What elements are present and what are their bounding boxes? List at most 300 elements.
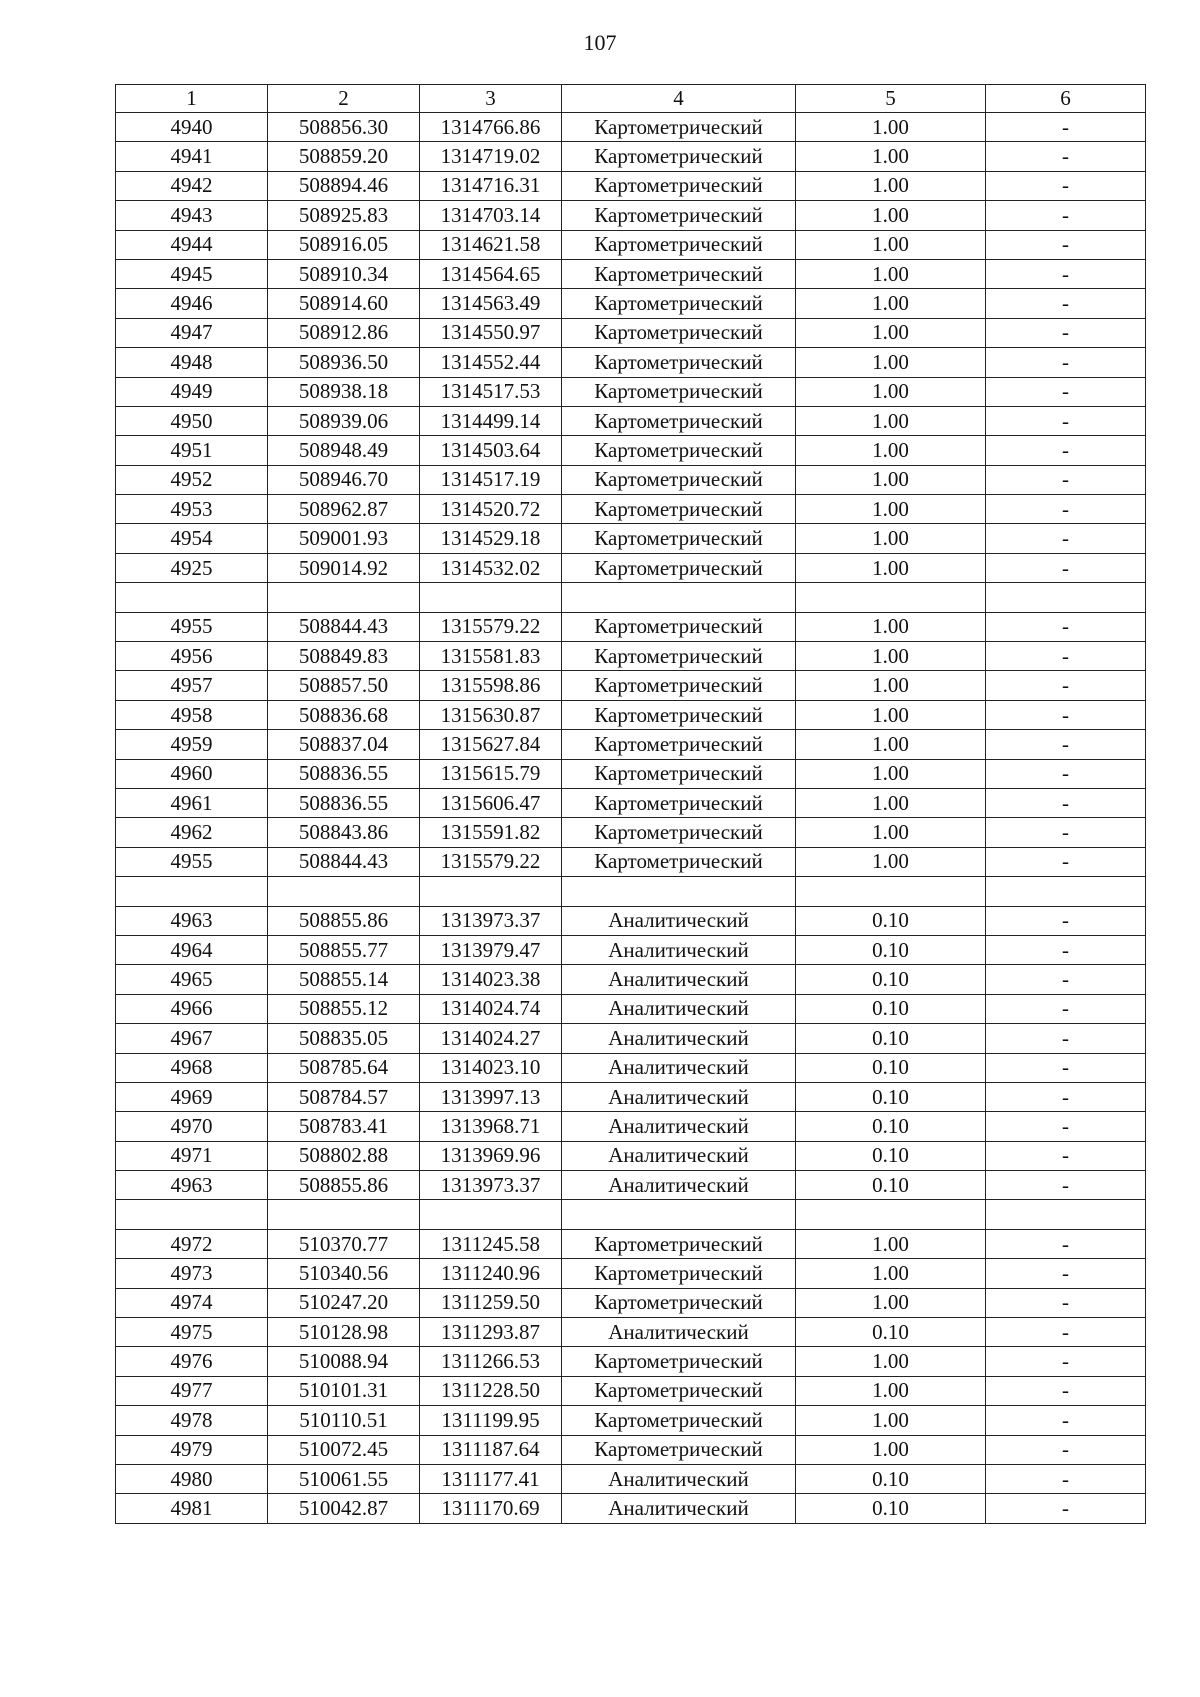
description-cell: - — [986, 465, 1146, 494]
description-cell: - — [986, 818, 1146, 847]
accuracy-cell: 1.00 — [796, 348, 986, 377]
point-number-cell — [116, 877, 268, 906]
x-coordinate-cell: 508856.30 — [268, 113, 420, 142]
page-number: 107 — [583, 30, 617, 55]
table-row — [116, 142, 1146, 171]
table-row — [116, 1200, 1146, 1229]
description-cell: - — [986, 1082, 1146, 1111]
table-row — [116, 1406, 1146, 1435]
y-coordinate-cell: 1314503.64 — [420, 436, 562, 465]
table-row — [116, 1376, 1146, 1405]
method-cell: Картометрический — [562, 142, 796, 171]
point-number-cell: 4968 — [116, 1053, 268, 1082]
accuracy-cell: 0.10 — [796, 1141, 986, 1170]
y-coordinate-cell — [420, 583, 562, 612]
point-number-cell: 4955 — [116, 612, 268, 641]
point-number-cell: 4967 — [116, 1024, 268, 1053]
description-cell: - — [986, 1053, 1146, 1082]
method-cell: Картометрический — [562, 377, 796, 406]
point-number-cell: 4955 — [116, 847, 268, 876]
description-cell: - — [986, 1376, 1146, 1405]
table-row — [116, 1053, 1146, 1082]
y-coordinate-cell: 1315606.47 — [420, 788, 562, 817]
table-row — [116, 1112, 1146, 1141]
point-number-cell: 4941 — [116, 142, 268, 171]
description-cell: - — [986, 201, 1146, 230]
table-row — [116, 847, 1146, 876]
x-coordinate-cell: 509001.93 — [268, 524, 420, 553]
description-cell: - — [986, 1347, 1146, 1376]
method-cell: Аналитический — [562, 965, 796, 994]
accuracy-cell: 1.00 — [796, 553, 986, 582]
point-number-cell: 4978 — [116, 1406, 268, 1435]
table-row — [116, 965, 1146, 994]
y-coordinate-cell: 1314563.49 — [420, 289, 562, 318]
method-cell: Картометрический — [562, 289, 796, 318]
y-coordinate-cell: 1315591.82 — [420, 818, 562, 847]
x-coordinate-cell: 508912.86 — [268, 318, 420, 347]
y-coordinate-cell: 1313973.37 — [420, 906, 562, 935]
header-cell-1: 1 — [116, 85, 268, 113]
x-coordinate-cell: 508849.83 — [268, 642, 420, 671]
accuracy-cell: 1.00 — [796, 259, 986, 288]
description-cell: - — [986, 906, 1146, 935]
description-cell: - — [986, 1435, 1146, 1464]
table-row — [116, 1082, 1146, 1111]
accuracy-cell: 1.00 — [796, 759, 986, 788]
description-cell: - — [986, 965, 1146, 994]
accuracy-cell: 0.10 — [796, 906, 986, 935]
description-cell: - — [986, 847, 1146, 876]
x-coordinate-cell: 508916.05 — [268, 230, 420, 259]
y-coordinate-cell: 1314564.65 — [420, 259, 562, 288]
y-coordinate-cell: 1311259.50 — [420, 1288, 562, 1317]
accuracy-cell: 0.10 — [796, 1171, 986, 1200]
method-cell: Картометрический — [562, 612, 796, 641]
point-number-cell: 4957 — [116, 671, 268, 700]
method-cell: Аналитический — [562, 1024, 796, 1053]
header-cell-2: 2 — [268, 85, 420, 113]
accuracy-cell: 1.00 — [796, 700, 986, 729]
method-cell: Аналитический — [562, 1082, 796, 1111]
point-number-cell: 4979 — [116, 1435, 268, 1464]
table-row — [116, 759, 1146, 788]
accuracy-cell: 1.00 — [796, 318, 986, 347]
point-number-cell: 4950 — [116, 406, 268, 435]
table-row — [116, 495, 1146, 524]
accuracy-cell: 1.00 — [796, 289, 986, 318]
x-coordinate-cell: 510247.20 — [268, 1288, 420, 1317]
y-coordinate-cell: 1315581.83 — [420, 642, 562, 671]
x-coordinate-cell: 508936.50 — [268, 348, 420, 377]
accuracy-cell: 1.00 — [796, 406, 986, 435]
y-coordinate-cell: 1311177.41 — [420, 1464, 562, 1493]
method-cell: Аналитический — [562, 935, 796, 964]
table-row — [116, 642, 1146, 671]
accuracy-cell: 0.10 — [796, 1053, 986, 1082]
point-number-cell — [116, 583, 268, 612]
accuracy-cell: 1.00 — [796, 465, 986, 494]
description-cell: - — [986, 377, 1146, 406]
x-coordinate-cell — [268, 877, 420, 906]
table-row — [116, 1171, 1146, 1200]
table-row — [116, 1259, 1146, 1288]
y-coordinate-cell: 1314766.86 — [420, 113, 562, 142]
method-cell: Аналитический — [562, 994, 796, 1023]
point-number-cell: 4948 — [116, 348, 268, 377]
y-coordinate-cell: 1311245.58 — [420, 1229, 562, 1258]
y-coordinate-cell: 1313968.71 — [420, 1112, 562, 1141]
method-cell: Картометрический — [562, 259, 796, 288]
description-cell: - — [986, 406, 1146, 435]
y-coordinate-cell: 1311170.69 — [420, 1494, 562, 1523]
x-coordinate-cell: 508855.12 — [268, 994, 420, 1023]
description-cell: - — [986, 730, 1146, 759]
accuracy-cell: 1.00 — [796, 495, 986, 524]
table-row — [116, 406, 1146, 435]
table-row — [116, 259, 1146, 288]
description-cell: - — [986, 230, 1146, 259]
y-coordinate-cell: 1314703.14 — [420, 201, 562, 230]
y-coordinate-cell: 1314719.02 — [420, 142, 562, 171]
description-cell — [986, 1200, 1146, 1229]
accuracy-cell: 0.10 — [796, 1024, 986, 1053]
y-coordinate-cell: 1314716.31 — [420, 171, 562, 200]
x-coordinate-cell: 508835.05 — [268, 1024, 420, 1053]
x-coordinate-cell: 508802.88 — [268, 1141, 420, 1170]
accuracy-cell: 1.00 — [796, 1259, 986, 1288]
method-cell: Картометрический — [562, 759, 796, 788]
point-number-cell: 4925 — [116, 553, 268, 582]
accuracy-cell — [796, 1200, 986, 1229]
x-coordinate-cell: 510101.31 — [268, 1376, 420, 1405]
y-coordinate-cell: 1315579.22 — [420, 612, 562, 641]
point-number-cell: 4966 — [116, 994, 268, 1023]
accuracy-cell: 1.00 — [796, 788, 986, 817]
point-number-cell: 4964 — [116, 935, 268, 964]
accuracy-cell: 0.10 — [796, 1318, 986, 1347]
method-cell: Картометрический — [562, 406, 796, 435]
x-coordinate-cell: 509014.92 — [268, 553, 420, 582]
x-coordinate-cell — [268, 1200, 420, 1229]
method-cell: Картометрический — [562, 847, 796, 876]
header-cell-6: 6 — [986, 85, 1146, 113]
table-row — [116, 1464, 1146, 1493]
method-cell — [562, 583, 796, 612]
y-coordinate-cell: 1314529.18 — [420, 524, 562, 553]
table-row — [116, 700, 1146, 729]
table-row — [116, 612, 1146, 641]
x-coordinate-cell: 508855.86 — [268, 1171, 420, 1200]
x-coordinate-cell: 508948.49 — [268, 436, 420, 465]
y-coordinate-cell: 1313973.37 — [420, 1171, 562, 1200]
table-row — [116, 994, 1146, 1023]
y-coordinate-cell: 1314499.14 — [420, 406, 562, 435]
x-coordinate-cell: 508939.06 — [268, 406, 420, 435]
description-cell: - — [986, 1288, 1146, 1317]
accuracy-cell — [796, 877, 986, 906]
x-coordinate-cell: 510110.51 — [268, 1406, 420, 1435]
header-cell-3: 3 — [420, 85, 562, 113]
table-row — [116, 583, 1146, 612]
y-coordinate-cell: 1311228.50 — [420, 1376, 562, 1405]
accuracy-cell: 1.00 — [796, 818, 986, 847]
description-cell: - — [986, 1229, 1146, 1258]
table-row — [116, 318, 1146, 347]
accuracy-cell: 1.00 — [796, 230, 986, 259]
method-cell: Картометрический — [562, 788, 796, 817]
method-cell: Картометрический — [562, 1288, 796, 1317]
point-number-cell: 4958 — [116, 700, 268, 729]
x-coordinate-cell: 508894.46 — [268, 171, 420, 200]
method-cell: Картометрический — [562, 1435, 796, 1464]
y-coordinate-cell: 1315615.79 — [420, 759, 562, 788]
accuracy-cell: 1.00 — [796, 730, 986, 759]
header-cell-5: 5 — [796, 85, 986, 113]
method-cell: Картометрический — [562, 1229, 796, 1258]
method-cell: Картометрический — [562, 553, 796, 582]
accuracy-cell: 1.00 — [796, 377, 986, 406]
y-coordinate-cell: 1314517.19 — [420, 465, 562, 494]
x-coordinate-cell: 508925.83 — [268, 201, 420, 230]
point-number-cell: 4960 — [116, 759, 268, 788]
point-number-cell: 4959 — [116, 730, 268, 759]
description-cell: - — [986, 113, 1146, 142]
y-coordinate-cell: 1314520.72 — [420, 495, 562, 524]
point-number-cell: 4980 — [116, 1464, 268, 1493]
table-row — [116, 436, 1146, 465]
description-cell: - — [986, 759, 1146, 788]
coordinates-table — [115, 84, 1146, 1524]
table-row — [116, 1288, 1146, 1317]
point-number-cell: 4946 — [116, 289, 268, 318]
method-cell: Картометрический — [562, 230, 796, 259]
table-row — [116, 113, 1146, 142]
table-row — [116, 201, 1146, 230]
table-row — [116, 877, 1146, 906]
point-number-cell: 4974 — [116, 1288, 268, 1317]
description-cell: - — [986, 142, 1146, 171]
description-cell: - — [986, 1406, 1146, 1435]
y-coordinate-cell — [420, 1200, 562, 1229]
description-cell: - — [986, 994, 1146, 1023]
method-cell: Картометрический — [562, 465, 796, 494]
point-number-cell: 4975 — [116, 1318, 268, 1347]
description-cell: - — [986, 788, 1146, 817]
x-coordinate-cell: 508910.34 — [268, 259, 420, 288]
accuracy-cell: 0.10 — [796, 965, 986, 994]
method-cell: Картометрический — [562, 318, 796, 347]
accuracy-cell: 1.00 — [796, 847, 986, 876]
point-number-cell: 4963 — [116, 906, 268, 935]
x-coordinate-cell: 508962.87 — [268, 495, 420, 524]
accuracy-cell: 1.00 — [796, 171, 986, 200]
method-cell: Картометрический — [562, 1259, 796, 1288]
point-number-cell: 4976 — [116, 1347, 268, 1376]
accuracy-cell: 1.00 — [796, 1288, 986, 1317]
y-coordinate-cell: 1314023.38 — [420, 965, 562, 994]
method-cell — [562, 1200, 796, 1229]
description-cell: - — [986, 171, 1146, 200]
x-coordinate-cell: 510072.45 — [268, 1435, 420, 1464]
accuracy-cell: 0.10 — [796, 935, 986, 964]
accuracy-cell: 1.00 — [796, 524, 986, 553]
description-cell: - — [986, 553, 1146, 582]
accuracy-cell: 1.00 — [796, 612, 986, 641]
table-row — [116, 818, 1146, 847]
point-number-cell: 4952 — [116, 465, 268, 494]
point-number-cell: 4945 — [116, 259, 268, 288]
y-coordinate-cell: 1314621.58 — [420, 230, 562, 259]
x-coordinate-cell: 510042.87 — [268, 1494, 420, 1523]
x-coordinate-cell: 510128.98 — [268, 1318, 420, 1347]
description-cell: - — [986, 1464, 1146, 1493]
x-coordinate-cell: 508946.70 — [268, 465, 420, 494]
x-coordinate-cell: 510088.94 — [268, 1347, 420, 1376]
x-coordinate-cell: 510061.55 — [268, 1464, 420, 1493]
method-cell: Аналитический — [562, 1171, 796, 1200]
point-number-cell: 4951 — [116, 436, 268, 465]
y-coordinate-cell: 1314023.10 — [420, 1053, 562, 1082]
x-coordinate-cell: 508843.86 — [268, 818, 420, 847]
point-number-cell — [116, 1200, 268, 1229]
description-cell: - — [986, 642, 1146, 671]
description-cell: - — [986, 1259, 1146, 1288]
y-coordinate-cell — [420, 877, 562, 906]
description-cell: - — [986, 1318, 1146, 1347]
header-cell-4: 4 — [562, 85, 796, 113]
description-cell: - — [986, 1112, 1146, 1141]
point-number-cell: 4962 — [116, 818, 268, 847]
y-coordinate-cell: 1314024.27 — [420, 1024, 562, 1053]
description-cell: - — [986, 1141, 1146, 1170]
description-cell: - — [986, 1171, 1146, 1200]
table-row — [116, 348, 1146, 377]
description-cell: - — [986, 318, 1146, 347]
point-number-cell: 4970 — [116, 1112, 268, 1141]
method-cell: Картометрический — [562, 495, 796, 524]
method-cell: Аналитический — [562, 906, 796, 935]
x-coordinate-cell: 508857.50 — [268, 671, 420, 700]
accuracy-cell: 1.00 — [796, 142, 986, 171]
description-cell: - — [986, 1494, 1146, 1523]
point-number-cell: 4971 — [116, 1141, 268, 1170]
method-cell: Картометрический — [562, 1406, 796, 1435]
accuracy-cell: 0.10 — [796, 1112, 986, 1141]
point-number-cell: 4942 — [116, 171, 268, 200]
x-coordinate-cell: 508938.18 — [268, 377, 420, 406]
method-cell: Аналитический — [562, 1494, 796, 1523]
method-cell: Картометрический — [562, 524, 796, 553]
x-coordinate-cell: 508855.86 — [268, 906, 420, 935]
table-body — [116, 113, 1146, 1524]
description-cell: - — [986, 700, 1146, 729]
description-cell: - — [986, 671, 1146, 700]
y-coordinate-cell: 1313969.96 — [420, 1141, 562, 1170]
x-coordinate-cell: 508785.64 — [268, 1053, 420, 1082]
table-row — [116, 1024, 1146, 1053]
method-cell: Картометрический — [562, 171, 796, 200]
description-cell: - — [986, 524, 1146, 553]
description-cell: - — [986, 259, 1146, 288]
accuracy-cell: 0.10 — [796, 1494, 986, 1523]
method-cell: Аналитический — [562, 1112, 796, 1141]
method-cell: Картометрический — [562, 671, 796, 700]
x-coordinate-cell: 508859.20 — [268, 142, 420, 171]
x-coordinate-cell: 508784.57 — [268, 1082, 420, 1111]
accuracy-cell: 0.10 — [796, 994, 986, 1023]
table-row — [116, 1435, 1146, 1464]
description-cell: - — [986, 348, 1146, 377]
table-row — [116, 906, 1146, 935]
y-coordinate-cell: 1314550.97 — [420, 318, 562, 347]
description-cell — [986, 583, 1146, 612]
accuracy-cell: 1.00 — [796, 1347, 986, 1376]
accuracy-cell — [796, 583, 986, 612]
accuracy-cell: 1.00 — [796, 1376, 986, 1405]
x-coordinate-cell: 508855.14 — [268, 965, 420, 994]
method-cell: Картометрический — [562, 201, 796, 230]
accuracy-cell: 1.00 — [796, 113, 986, 142]
x-coordinate-cell: 510370.77 — [268, 1229, 420, 1258]
table-row — [116, 1318, 1146, 1347]
method-cell: Картометрический — [562, 1347, 796, 1376]
y-coordinate-cell: 1314024.74 — [420, 994, 562, 1023]
description-cell: - — [986, 612, 1146, 641]
x-coordinate-cell — [268, 583, 420, 612]
x-coordinate-cell: 508836.68 — [268, 700, 420, 729]
point-number-cell: 4944 — [116, 230, 268, 259]
y-coordinate-cell: 1311187.64 — [420, 1435, 562, 1464]
point-number-cell: 4954 — [116, 524, 268, 553]
point-number-cell: 4943 — [116, 201, 268, 230]
table-row — [116, 289, 1146, 318]
description-cell — [986, 877, 1146, 906]
point-number-cell: 4963 — [116, 1171, 268, 1200]
y-coordinate-cell: 1311293.87 — [420, 1318, 562, 1347]
method-cell — [562, 877, 796, 906]
point-number-cell: 4953 — [116, 495, 268, 524]
y-coordinate-cell: 1315630.87 — [420, 700, 562, 729]
y-coordinate-cell: 1313997.13 — [420, 1082, 562, 1111]
method-cell: Аналитический — [562, 1464, 796, 1493]
method-cell: Аналитический — [562, 1053, 796, 1082]
y-coordinate-cell: 1315598.86 — [420, 671, 562, 700]
x-coordinate-cell: 508783.41 — [268, 1112, 420, 1141]
y-coordinate-cell: 1311240.96 — [420, 1259, 562, 1288]
x-coordinate-cell: 508844.43 — [268, 612, 420, 641]
table-row — [116, 230, 1146, 259]
point-number-cell: 4940 — [116, 113, 268, 142]
description-cell: - — [986, 289, 1146, 318]
method-cell: Картометрический — [562, 1376, 796, 1405]
table-row — [116, 671, 1146, 700]
y-coordinate-cell: 1314552.44 — [420, 348, 562, 377]
accuracy-cell: 1.00 — [796, 642, 986, 671]
header-row — [116, 85, 1146, 113]
y-coordinate-cell: 1311266.53 — [420, 1347, 562, 1376]
table-row — [116, 788, 1146, 817]
y-coordinate-cell: 1314517.53 — [420, 377, 562, 406]
point-number-cell: 4981 — [116, 1494, 268, 1523]
accuracy-cell: 1.00 — [796, 1435, 986, 1464]
method-cell: Картометрический — [562, 730, 796, 759]
table-row — [116, 1347, 1146, 1376]
description-cell: - — [986, 436, 1146, 465]
method-cell: Аналитический — [562, 1141, 796, 1170]
table-row — [116, 524, 1146, 553]
y-coordinate-cell: 1315627.84 — [420, 730, 562, 759]
